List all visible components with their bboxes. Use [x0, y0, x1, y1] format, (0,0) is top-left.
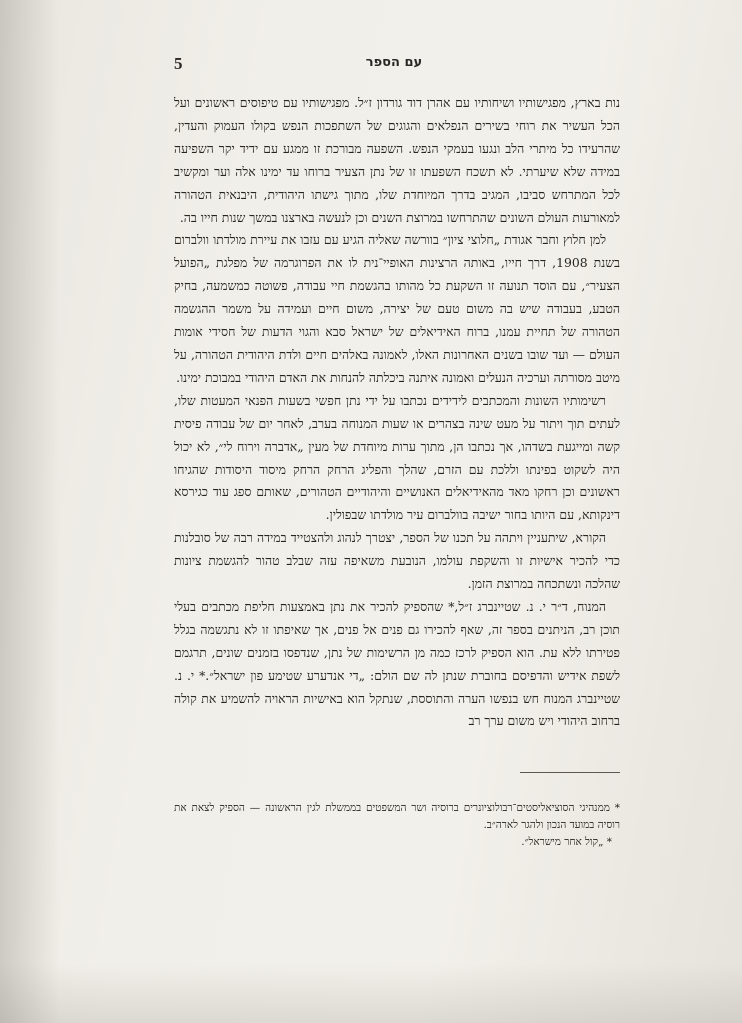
footnote-1: * ממנהיגי הסוציאליסטים־רבולוציונרים ברוסיה ושר המשפטים בממשלת לגין הראשונה — הספיק לצאת את רוסיה במועד הנכון ולהגר לארה״ב.	[174, 802, 620, 831]
page-shadow-bottom	[0, 963, 742, 1023]
paragraph-5: המנוח, ד״ר י. נ. שטיינברג ז״ל,* שהספיק להכיר את נתן באמצעות חליפת מכתבים בעלי תוכן רב, הניתנים בספר זה, שאף להכירו גם פנים אל פנים, אך שאיפתו זו לא נתגשמה בגלל פטירתו ללא עת. הוא הספיק לרכז כמה מן הרשימות של נתן, שנדפסו בזמנים שונים, תרגמם לשפת אידיש והדפיסם בחוברת שנתן לה שם הולם: „די אנדערע שטימע פון ישראל״.* י. נ. שטיינברג המנוח חש בנפשו הערה והתוססת, שנתקל הוא באישיות הראויה להשמיע את קולה ברחוב היהודי ויש משום ערך רב	[174, 598, 620, 729]
paragraph-3: רשימותיו השונות והמכתבים לידידים נכתבו על ידי נתן חפשי בשעות הפנאי המעטות שלו, לעתים תוך ויתור על מעט שינה בצהרים או שעות המנוחה בערב, לאחר יום של עבודה פיסית קשה ומייגעת בשדהו, אך נכתבו הן, מתוך ערות מיוחדת של מעין „אדברה וירוח לי״, לא יכול היה לשקוט בפינתו וללכת עם הזרם, שהלך והפליג הרחק הרחק מיסוד היסודות שהגיחו ראשונים וכן רחקו מאד מהאידיאלים האנושיים והיהודיים הטהורים, שאותם ספג עוד כגירסא דינקותא, עם היותו בחור ישיבה בוולברום עיר מולדתו שבפולין.	[174, 392, 620, 523]
paragraph-4: הקורא, שיתעניין ויתהה על תכנו של הספר, יצטרך לנהוג ולהצטייד במידה רבה של סובלנות כדי להכיר אישיות זו והשקפת עולמו, הנובעת משאיפה עזה שבלב טהור להגשמת ציונות שהלכה ונשתכחה במרוצת הזמן.	[174, 530, 620, 592]
body-text	[174, 92, 620, 760]
paragraph-2: למן חלוץ וחבר אגודת „חלוצי ציון״ בוורשה שאליה הגיע עם עזבו את עיירת מולדתו וולברום בשנת 1908, דרך חייו, באותה הרצינות האופיי־נית לו את הפרוגרמה של מפלגת „הפועל הצעיר״, עם הוסד תנועה זו השקעת כל מהותו בהגשמת חיי עבודה, פשוטה כמשמעה, בחיק הטבע, בעבודה שיש בה משום טעם של יצירה, משום חיים ועמידה על משמר ההגשמה הטהורה של תחיית עמנו, ברוח האידיאלים של ישראל סבא והגוי הדעות של חסידי אומות העולם — ועד שובו בשנים האחרונות האלו, לאמונה באלהים חיים ולדת היהודית הטהורה, על מיטב מסורתה וערכיה הנעלים ואמונה איתנה ביכלתה להנחות את האדם היהודי במבוכת ימינו.	[174, 232, 620, 385]
page-number: 5	[174, 54, 183, 73]
footnotes	[174, 800, 620, 851]
paragraph-1: נות בארץ, מפגישותיו ושיחותיו עם אהרן דוד גורדון ז״ל. מפגישותיו עם טיפוסים ראשונים ועל הכל העשיר את רוחי בשירים הנפלאים והגוגים של השתפכות הנפש בקולו העמוק והעדין, שהרעידו כל מיתרי הלב ונגעו בעמקי הנפש. השפעה מבורכת זו ממגע עם ידיד יקר השפיעה במידה שלא שיערתי. לא תשכח השפעתו זו של נתן הצעיר ברוחו עד ימינו אלה וער ומקשיב לכל המתרחש סביבו, המגיב בדרך המיוחדת שלו, מתוך גישתו היהודית, היבנאית הטהורה למאורעות העולם השונים שהתרחשו במרוצת השנים וכן לנעשה בארצנו במשך שנות חייו בה.	[174, 95, 620, 225]
page-shadow-left	[0, 0, 60, 1023]
footnote-divider	[520, 772, 620, 773]
footnote-2: * „קול אחר מישראל״.	[521, 836, 612, 848]
running-head: עם הספר	[365, 55, 423, 70]
page-header	[168, 50, 620, 76]
